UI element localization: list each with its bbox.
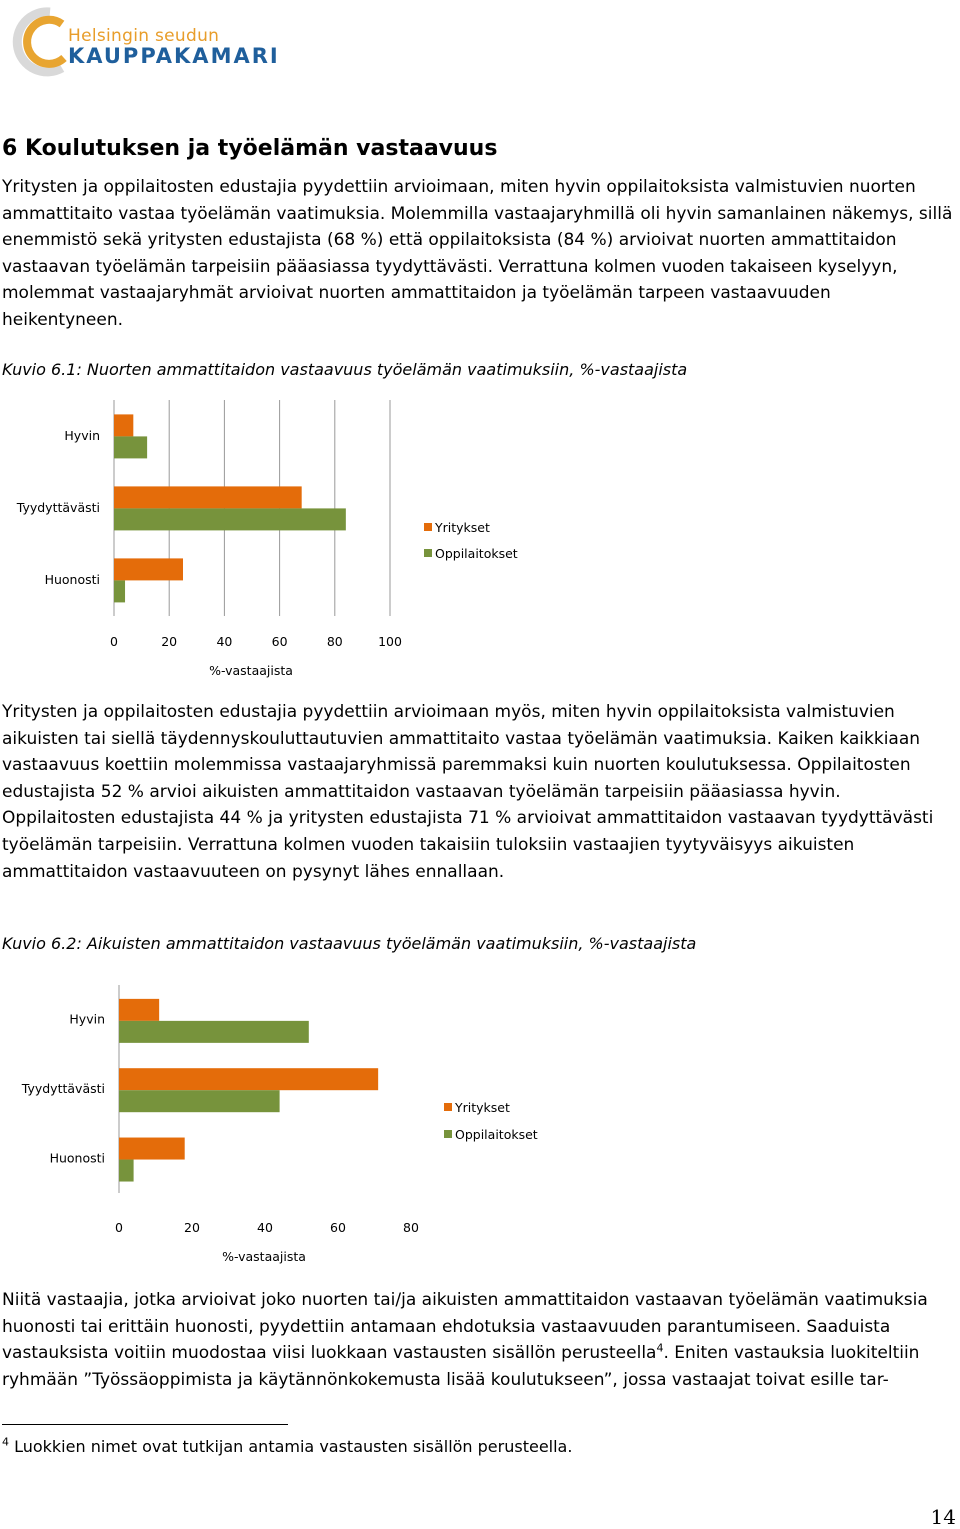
category-label: Tyydyttävästi: [16, 500, 100, 515]
x-tick-label: 40: [216, 634, 233, 649]
logo-line1: Helsingin seudun: [68, 26, 220, 46]
bar-oppilaitokset-1: [114, 508, 346, 530]
adult-paragraph: Yritysten ja oppilaitosten edustajia pyydettiin arvioimaan myös, miten hyvin oppilaitoksista valmistuvien aikuisten tai siellä täydennyskouluttautuvien ammattitaito vastaa työelämän vaatimuksia. Kaiken kaikkiaan vastaavuus koettiin molemmissa vastaajaryhmissä paremmaksi kuin nuorten koulutuksessa. Oppilaitosten edustajista 52 % arvioi aikuisten ammattitaidon vastaavan työelämän tarpeisiin pääasiassa hyvin. Oppilaitosten edustajista 44 % ja yritysten edustajista 71 % arvioivat ammattitaidon vastaavan tyydyttävästi työelämän tarpeisiin. Verrattuna kolmen vuoden takaisiin tuloksiin vastaajien tyytyväisyys aikuisten ammattitaidon vastaavuuteen on pysynyt lähes ennallaan.: [2, 702, 934, 882]
page-number: 14: [930, 1505, 956, 1529]
x-tick-label: 0: [110, 634, 118, 649]
bar-oppilaitokset-2: [119, 1160, 134, 1182]
bar-oppilaitokset-0: [119, 1021, 309, 1043]
category-label: Tyydyttävästi: [21, 1081, 105, 1096]
bar-yritykset-2: [114, 558, 183, 580]
chart-adult-skills: [0, 975, 600, 1275]
bar-yritykset-1: [119, 1068, 378, 1090]
chamber-logo: [2, 2, 282, 82]
legend-label-oppilaitokset: Oppilaitokset: [435, 546, 518, 561]
bar-oppilaitokset-1: [119, 1090, 280, 1112]
bar-yritykset-1: [114, 486, 302, 508]
bar-yritykset-0: [114, 414, 133, 436]
x-tick-label: 40: [257, 1220, 273, 1235]
footnote: [2, 1437, 572, 1456]
legend-label-oppilaitokset: Oppilaitokset: [455, 1127, 538, 1142]
logo-line2: KAUPPAKAMARI: [68, 44, 280, 68]
footnote-mark: 4: [2, 1435, 9, 1449]
legend-swatch-oppilaitokset: [444, 1130, 452, 1138]
intro-paragraph: Yritysten ja oppilaitosten edustajia pyydettiin arvioimaan, miten hyvin oppilaitoksista valmistuvien nuorten ammattitaito vastaa työelämän vaatimuksia. Molemmilla vastaajaryhmillä oli hyvin samanlainen näkemys, sillä enemmistö sekä yritysten edustajista (68 %) että oppilaitoksista (84 %) arvioivat nuorten ammattitaidon vastaavan työelämän tarpeisiin pääasiassa tyydyttävästi. Verrattuna kolmen vuoden takaiseen kyselyyn, molemmat vastaajaryhmät arvioivat nuorten ammattitaidon ja työelämän tarpeen vastaavuuden heikentyneen.: [2, 177, 953, 330]
legend-swatch-oppilaitokset: [424, 549, 432, 557]
category-label: Huonosti: [49, 1150, 105, 1166]
x-tick-label: 0: [115, 1220, 123, 1235]
x-tick-label: 60: [330, 1220, 346, 1235]
legend-label-yritykset: Yritykset: [455, 1100, 510, 1115]
logo-mark-icon: [2, 2, 72, 82]
legend-swatch-yritykset: [424, 523, 432, 531]
x-tick-label: 80: [326, 634, 343, 649]
x-axis-label: %-vastaajista: [222, 1249, 306, 1264]
legend-label-yritykset: Yritykset: [435, 520, 490, 535]
section-title: 6 Koulutuksen ja työelämän vastaavuus: [2, 136, 498, 161]
suggestions-text-b: . Eniten vastauksia luokiteltiin ryhmään ”Työssäoppimista ja käytännönkokemusta lisää koulutukseen”, jossa vastaajat toivat esille tar-: [2, 1343, 920, 1390]
category-label: Hyvin: [69, 1011, 105, 1027]
footnote-divider: [2, 1424, 288, 1425]
footnote-text: Luokkien nimet ovat tutkijan antamia vastausten sisällön perusteella.: [9, 1437, 573, 1456]
figure1-caption: Kuvio 6.1: Nuorten ammattitaidon vastaavuus työelämän vaatimuksiin, %-vastaajista: [2, 360, 688, 379]
bar-oppilaitokset-2: [114, 580, 125, 602]
x-tick-label: 100: [378, 634, 402, 649]
footnote-ref: 4: [656, 1341, 664, 1355]
bar-oppilaitokset-0: [114, 436, 147, 458]
suggestions-paragraph: [2, 1287, 957, 1393]
figure2-caption: Kuvio 6.2: Aikuisten ammattitaidon vastaavuus työelämän vaatimuksiin, %-vastaajista: [2, 934, 697, 953]
x-tick-label: 20: [161, 634, 178, 649]
legend-swatch-yritykset: [444, 1103, 452, 1111]
category-label: Hyvin: [64, 428, 100, 443]
x-tick-label: 60: [271, 634, 288, 649]
x-tick-label: 20: [184, 1220, 200, 1235]
x-tick-label: 80: [403, 1220, 419, 1235]
bar-yritykset-2: [119, 1138, 185, 1160]
chart-youth-skills: [0, 390, 600, 690]
bar-yritykset-0: [119, 999, 159, 1021]
x-axis-label: %-vastaajista: [209, 663, 293, 678]
category-label: Huonosti: [44, 572, 100, 587]
suggestions-text-a: Niitä vastaajia, jotka arvioivat joko nuorten tai/ja aikuisten ammattitaidon vastaavan työelämän vaatimuksia huonosti tai erittäin huonosti, pyydettiin antamaan ehdotuksia vastaavuuden parantumiseen. Saaduista vastauksista voitiin muodostaa viisi luokkaan vastausten sisällön perusteella: [2, 1290, 928, 1364]
